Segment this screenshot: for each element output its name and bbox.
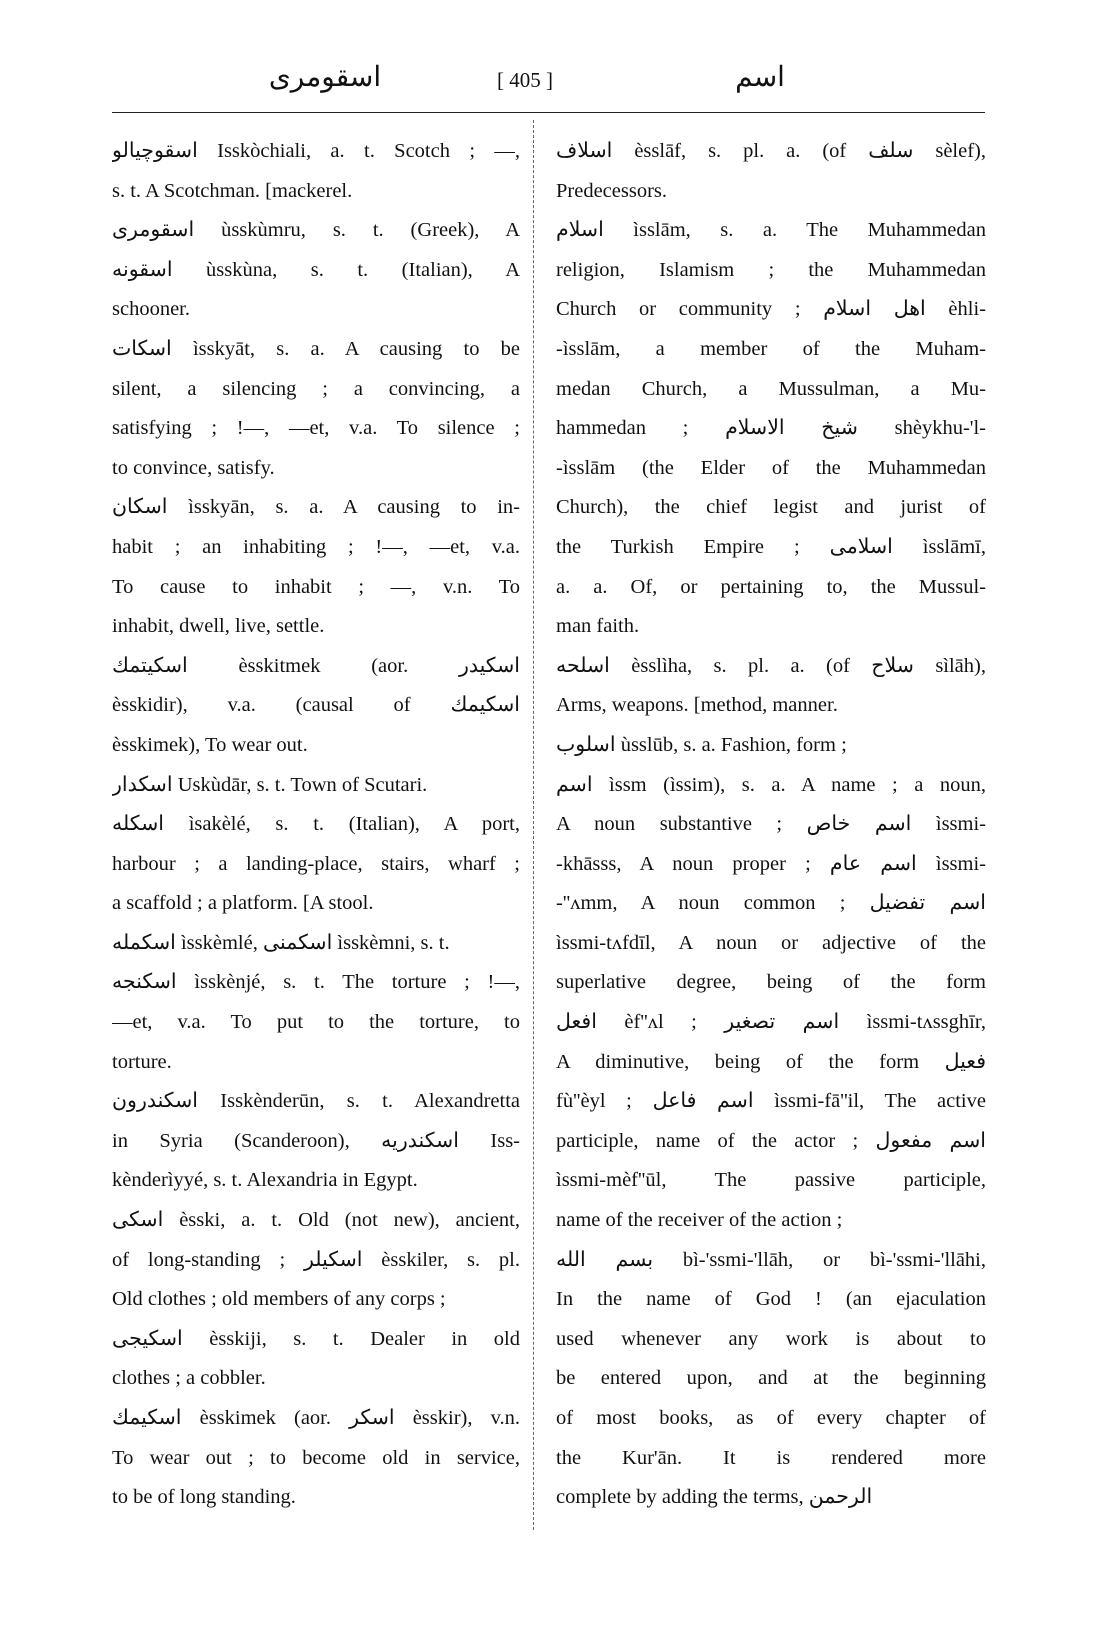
left-column-line: schooner.	[112, 298, 190, 321]
right-column-line: -ìsslām, a member of the Muham-	[556, 337, 986, 360]
left-column	[112, 132, 520, 1518]
left-column-line: اسکمله ìsskèmlé, اسکمنی ìsskèmni, s. t.	[112, 931, 450, 954]
column-divider	[533, 120, 534, 1530]
header-rule	[112, 112, 985, 113]
left-column-line: inhabit, dwell, live, settle.	[112, 615, 325, 638]
left-column-line: to be of long standing.	[112, 1486, 296, 1509]
left-column-line: اسکندرون Isskènderūn, s. t. Alexandretta	[112, 1090, 520, 1113]
right-column-line: اسلحه èsslìha, s. pl. a. (of سلاح sìlāh),	[556, 654, 986, 677]
right-column-line: ìssmi-mèf''ūl, The passive participle,	[556, 1169, 986, 1192]
left-column-line: اسکیجی èsskiji, s. t. Dealer in old	[112, 1327, 520, 1350]
right-column-line: of most books, as of every chapter of	[556, 1407, 986, 1429]
left-column-line: اسکان ìsskyān, s. a. A causing to in-	[112, 496, 520, 519]
right-column-line: religion, Islamism ; the Muhammedan	[556, 258, 986, 281]
left-column-line: èsskimek), To wear out.	[112, 733, 308, 756]
right-column-line: بسم الله bì-'ssmi-'llāh, or bì-'ssmi-'llāhi,	[556, 1248, 986, 1271]
left-column-line: torture.	[112, 1050, 172, 1073]
left-column-line: اسکله ìsakèlé, s. t. (Italian), A port,	[112, 813, 520, 836]
left-column-line: silent, a silencing ; a convincing, a	[112, 377, 520, 400]
left-column-line: اسکی èsski, a. t. Old (not new), ancient,	[112, 1209, 520, 1232]
left-column-line: —et, v.a. To put to the torture, to	[112, 1011, 520, 1034]
right-column-line: A diminutive, being of the form فعیل	[556, 1050, 986, 1073]
left-column-line: of long-standing ; اسکیلر èsskilɐr, s. pl.	[112, 1248, 520, 1271]
left-column-line: harbour ; a landing-place, stairs, wharf ;	[112, 852, 520, 875]
right-column-line: Church), the chief legist and jurist of	[556, 496, 986, 519]
left-column-line: a scaffold ; a platform. [A stool.	[112, 892, 374, 915]
right-column-line: -''ʌmm, A noun common ; اسم تفضیل	[556, 892, 986, 915]
right-column-line: medan Church, a Mussulman, a Mu-	[556, 377, 986, 400]
right-column-line: fù''èyl ; اسم فاعل ìssmi-fā''il, The active	[556, 1090, 986, 1113]
left-column-line: اسکنجه ìsskènjé, s. t. The torture ; !—,	[112, 971, 520, 994]
running-head-right: اسم	[735, 60, 785, 93]
left-column-line: اسکیتمك èsskitmek (aor. اسکیدر	[112, 654, 520, 677]
left-column-line: اسقوچیالو Isskòchiali, a. t. Scotch ; —,	[112, 140, 520, 162]
right-column-line: participle, name of the actor ; اسم مفعول	[556, 1129, 986, 1152]
right-column-line: used whenever any work is about to	[556, 1327, 986, 1350]
left-column-line: اسکدار Uskùdār, s. t. Town of Scutari.	[112, 773, 428, 796]
left-column-line: èsskidir), v.a. (causal of اسکیمك	[112, 694, 520, 717]
left-column-line: habit ; an inhabiting ; !—, —et, v.a.	[112, 535, 520, 558]
right-column-line: -ìsslām (the Elder of the Muhammedan	[556, 456, 986, 479]
right-column-line: اسلاف èsslāf, s. pl. a. (of سلف sèlef),	[556, 140, 986, 162]
left-column-line: Old clothes ; old members of any corps ;	[112, 1288, 446, 1311]
right-column-line: افعل èf''ʌl ; اسم تصغیر ìssmi-tʌssghīr,	[556, 1011, 986, 1034]
left-column-line: To cause to inhabit ; —, v.n. To	[112, 575, 520, 598]
left-column-line: satisfying ; !—, —et, v.a. To silence ;	[112, 417, 520, 440]
left-column-line: to convince, satisfy.	[112, 456, 275, 479]
left-column-line: To wear out ; to become old in service,	[112, 1446, 520, 1469]
right-column-line: name of the receiver of the action ;	[556, 1209, 843, 1232]
right-column-line: be entered upon, and at the beginning	[556, 1367, 986, 1390]
left-column-line: اسکیمك èsskimek (aor. اسکر èsskir), v.n.	[112, 1407, 520, 1429]
right-column-line: A noun substantive ; اسم خاص ìssmi-	[556, 813, 986, 836]
right-column-line: ìssmi-tʌfdīl, A noun or adjective of the	[556, 931, 986, 954]
right-column-line: Predecessors.	[556, 179, 668, 202]
right-column-line: the Kur'ān. It is rendered more	[556, 1446, 986, 1469]
right-column-line: In the name of God ! (an ejaculation	[556, 1288, 986, 1311]
left-column-line: اسقونه ùsskùna, s. t. (Italian), A	[112, 258, 520, 281]
right-column-line: اسلام ìsslām, s. a. The Muhammedan	[556, 219, 986, 242]
right-column-line: Arms, weapons. [method, manner.	[556, 694, 838, 717]
right-column-line: the Turkish Empire ; اسلامی ìsslāmī,	[556, 535, 986, 558]
right-column-line: complete by adding the terms, الرحمن	[556, 1486, 873, 1509]
left-column-line: اسقومری ùsskùmru, s. t. (Greek), A	[112, 219, 520, 242]
right-column-line: hammedan ; شیخ الاسلام shèykhu-'l-	[556, 417, 986, 440]
left-column-line: kènderìyyé, s. t. Alexandria in Egypt.	[112, 1169, 418, 1192]
right-column	[556, 132, 986, 1518]
right-column-line: man faith.	[556, 615, 640, 638]
left-column-line: s. t. A Scotchman. [mackerel.	[112, 179, 353, 202]
running-head-left: اسقومری	[268, 60, 382, 93]
left-column-line: اسکات ìsskyāt, s. a. A causing to be	[112, 337, 520, 360]
right-column-line: اسم ìssm (ìssim), s. a. A name ; a noun,	[556, 773, 986, 796]
left-column-line: in Syria (Scanderoon), اسکندریه Iss-	[112, 1129, 520, 1152]
right-column-line: -khāsss, A noun proper ; اسم عام ìssmi-	[556, 852, 986, 875]
right-column-line: Church or community ; اهل اسلام èhli-	[556, 298, 986, 321]
left-column-line: clothes ; a cobbler.	[112, 1367, 266, 1390]
page-number: [ 405 ]	[497, 68, 553, 92]
right-column-line: superlative degree, being of the form	[556, 971, 986, 994]
right-column-line: اسلوب ùsslūb, s. a. Fashion, form ;	[556, 733, 847, 756]
right-column-line: a. a. Of, or pertaining to, the Mussul-	[556, 575, 986, 598]
